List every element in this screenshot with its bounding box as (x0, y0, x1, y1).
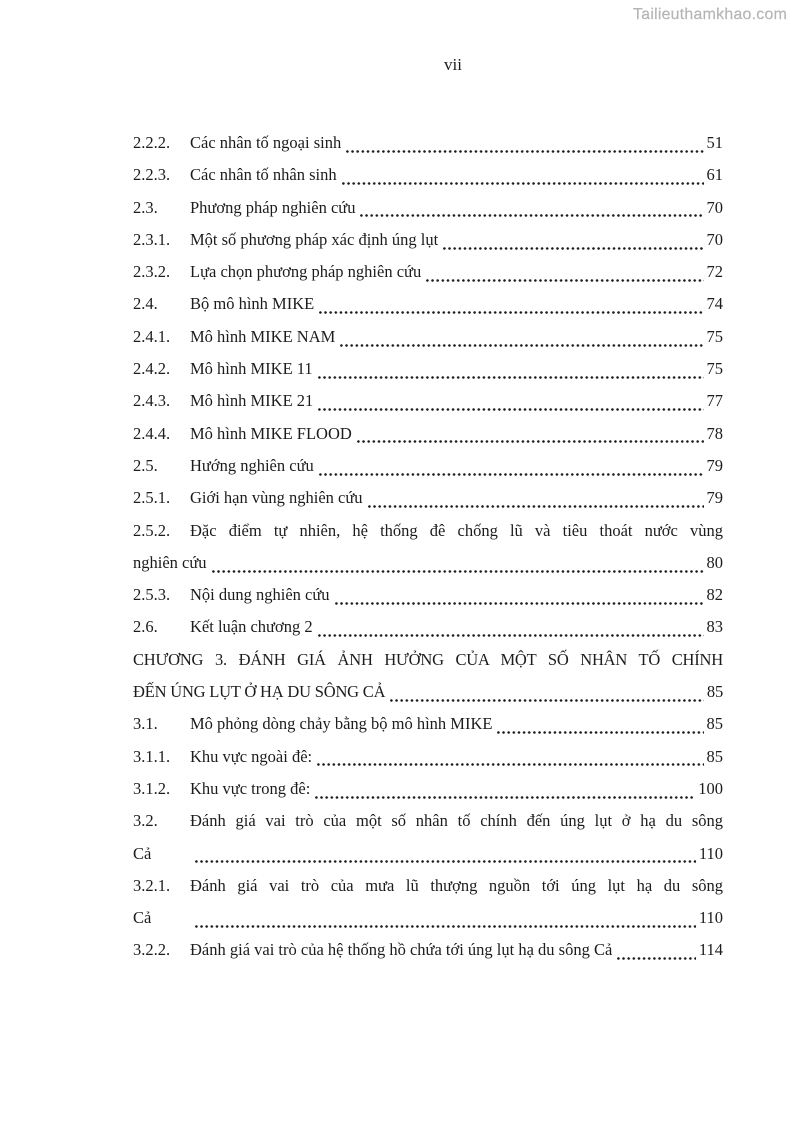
toc-entry-title: Phương pháp nghiên cứu (190, 197, 356, 217)
toc-entry-page: 110 (698, 908, 723, 928)
toc-entry-number: 3.2.2. (133, 940, 171, 960)
toc-entry-title: Đánh giá vai trò của mưa lũ thượng nguồn tới úng lụt hạ du sông (190, 875, 723, 895)
toc-entry-number: 2.4. (133, 294, 158, 314)
toc-entry-page: 72 (706, 262, 723, 282)
toc-entry-title: ĐẾN ÚNG LỤT Ở HẠ DU SÔNG CẢ (133, 682, 386, 702)
toc-entry-title: Mô hình MIKE NAM (190, 326, 336, 346)
toc-entry-page: 100 (698, 778, 723, 798)
toc-entry-title: Một số phương pháp xác định úng lụt (190, 229, 439, 249)
toc-entry-page: 51 (706, 133, 723, 152)
toc-entry-title: Mô hình MIKE FLOOD (190, 423, 352, 443)
dot-leader (340, 344, 703, 347)
toc-entry-number: 2.4.3. (133, 391, 171, 411)
toc-entry-number: 2.5. (133, 455, 158, 475)
toc-line (133, 902, 723, 934)
toc-entry-page: 85 (706, 714, 723, 734)
toc-entry-title: Đánh giá vai trò của một số nhân tố chính đến úng lụt ở hạ du sông (190, 811, 723, 831)
toc-entry-page: 85 (706, 682, 723, 702)
toc-entry-number: 3.2. (133, 811, 158, 831)
toc-entry-page: 85 (706, 746, 723, 766)
toc-entry-title: Mô hình MIKE 21 (190, 391, 314, 411)
toc-line (133, 708, 723, 740)
dot-leader (617, 957, 696, 960)
toc-entry-title: Cả (133, 908, 152, 928)
toc-entry-title: Giới hạn vùng nghiên cứu (190, 488, 363, 508)
toc-entry-title: Khu vực trong đê: (190, 778, 311, 798)
toc-entry-page: 114 (698, 940, 723, 960)
toc-line (133, 450, 723, 482)
toc-line (133, 741, 723, 773)
toc-entry-title: Mô phỏng dòng chảy bằng bộ mô hình MIKE (190, 714, 493, 734)
dot-leader (318, 408, 703, 411)
toc-entry-number: 2.3. (133, 197, 158, 217)
toc-entry-number: 3.1.1. (133, 746, 171, 766)
toc-entry-title: Cả (133, 843, 152, 863)
toc-entry-title: Các nhân tố ngoại sinh (190, 133, 342, 152)
toc-entry-title: Lựa chọn phương pháp nghiên cứu (190, 262, 422, 282)
page-number: vii (444, 55, 462, 74)
dot-leader (390, 699, 704, 702)
toc-entry-number: 3.1. (133, 714, 158, 734)
toc-line (133, 127, 723, 159)
toc-line (133, 418, 723, 450)
dot-leader (212, 570, 704, 573)
dot-leader (319, 311, 703, 314)
toc-entry-number: 2.4.4. (133, 423, 171, 443)
toc-entry-page: 70 (706, 229, 723, 249)
toc-entry-page: 110 (698, 843, 723, 863)
toc-line (133, 515, 723, 547)
toc-entry-number: 2.3.1. (133, 229, 171, 249)
dot-leader (342, 182, 704, 185)
dot-leader (315, 796, 695, 799)
toc-entry-number: 2.6. (133, 617, 158, 637)
dot-leader (357, 440, 704, 443)
toc-entry-page: 77 (706, 391, 723, 411)
toc-entry-title: Nội dung nghiên cứu (190, 585, 330, 605)
toc-line (133, 321, 723, 353)
dot-leader (195, 925, 696, 928)
toc-line (133, 224, 723, 256)
toc-entry-number: 2.4.2. (133, 359, 171, 379)
toc-entry-title: Các nhân tố nhân sinh (190, 165, 337, 185)
toc-entry-title: Đặc điểm tự nhiên, hệ thống đê chống lũ và tiêu thoát nước vùng (190, 520, 723, 540)
dot-leader (360, 214, 703, 217)
dot-leader (318, 634, 704, 637)
toc-entry-page: 78 (706, 423, 723, 443)
toc-entry-page: 75 (706, 326, 723, 346)
toc-entry-title: Kết luận chương 2 (190, 617, 313, 637)
toc-entry-number: 3.1.2. (133, 778, 171, 798)
toc-entry-title: Hướng nghiên cứu (190, 455, 314, 475)
toc-entry-number: 2.4.1. (133, 326, 171, 346)
toc-line (133, 676, 723, 708)
dot-leader (497, 731, 703, 734)
toc-entry-number: 2.2.3. (133, 165, 171, 185)
toc-entry-number: 2.5.2. (133, 520, 171, 540)
toc-line (133, 288, 723, 320)
toc-entry-page: 82 (706, 585, 723, 605)
toc-entry-title: Đánh giá vai trò của hệ thống hồ chứa tới úng lụt hạ du sông Cả (190, 940, 613, 960)
toc-line (133, 482, 723, 514)
toc-line (133, 870, 723, 902)
dot-leader (346, 150, 703, 153)
toc-line (133, 805, 723, 837)
toc-entry-page: 79 (706, 488, 723, 508)
toc-entry-number: 2.2.2. (133, 133, 171, 152)
toc-line (133, 934, 723, 966)
table-of-contents (133, 127, 723, 967)
dot-leader (317, 763, 703, 766)
toc-entry-title: CHƯƠNG 3. ĐÁNH GIÁ ẢNH HƯỞNG CỦA MỘT SỐ NHÂN TỐ CHÍNH (133, 649, 723, 669)
toc-line (133, 353, 723, 385)
toc-line (133, 159, 723, 191)
toc-entry-title: nghiên cứu (133, 552, 207, 572)
toc-entry-number: 2.5.1. (133, 488, 171, 508)
dot-leader (368, 505, 704, 508)
watermark: Tailieuthamkhao.com (632, 6, 787, 23)
toc-entry-page: 70 (706, 197, 723, 217)
toc-entry-number: 2.3.2. (133, 262, 171, 282)
toc-entry-title: Bộ mô hình MIKE (190, 294, 315, 314)
toc-entry-page: 74 (706, 294, 723, 314)
toc-line (133, 547, 723, 579)
dot-leader (426, 279, 703, 282)
toc-line (133, 385, 723, 417)
toc-entry-title: Mô hình MIKE 11 (190, 359, 313, 379)
toc-entry-page: 61 (706, 165, 723, 185)
toc-entry-page: 83 (706, 617, 723, 637)
toc-entry-title: Khu vực ngoài đê: (190, 746, 313, 766)
dot-leader (195, 860, 696, 863)
toc-entry-page: 75 (706, 359, 723, 379)
dot-leader (318, 376, 704, 379)
toc-line (133, 644, 723, 676)
dot-leader (335, 602, 704, 605)
toc-line (133, 192, 723, 224)
dot-leader (443, 247, 703, 250)
toc-line (133, 256, 723, 288)
toc-line (133, 579, 723, 611)
toc-entry-number: 2.5.3. (133, 585, 171, 605)
toc-entry-number: 3.2.1. (133, 875, 171, 895)
toc-entry-page: 79 (706, 455, 723, 475)
toc-line (133, 838, 723, 870)
toc-line (133, 611, 723, 643)
dot-leader (319, 473, 704, 476)
toc-line (133, 773, 723, 805)
toc-entry-page: 80 (706, 552, 723, 572)
